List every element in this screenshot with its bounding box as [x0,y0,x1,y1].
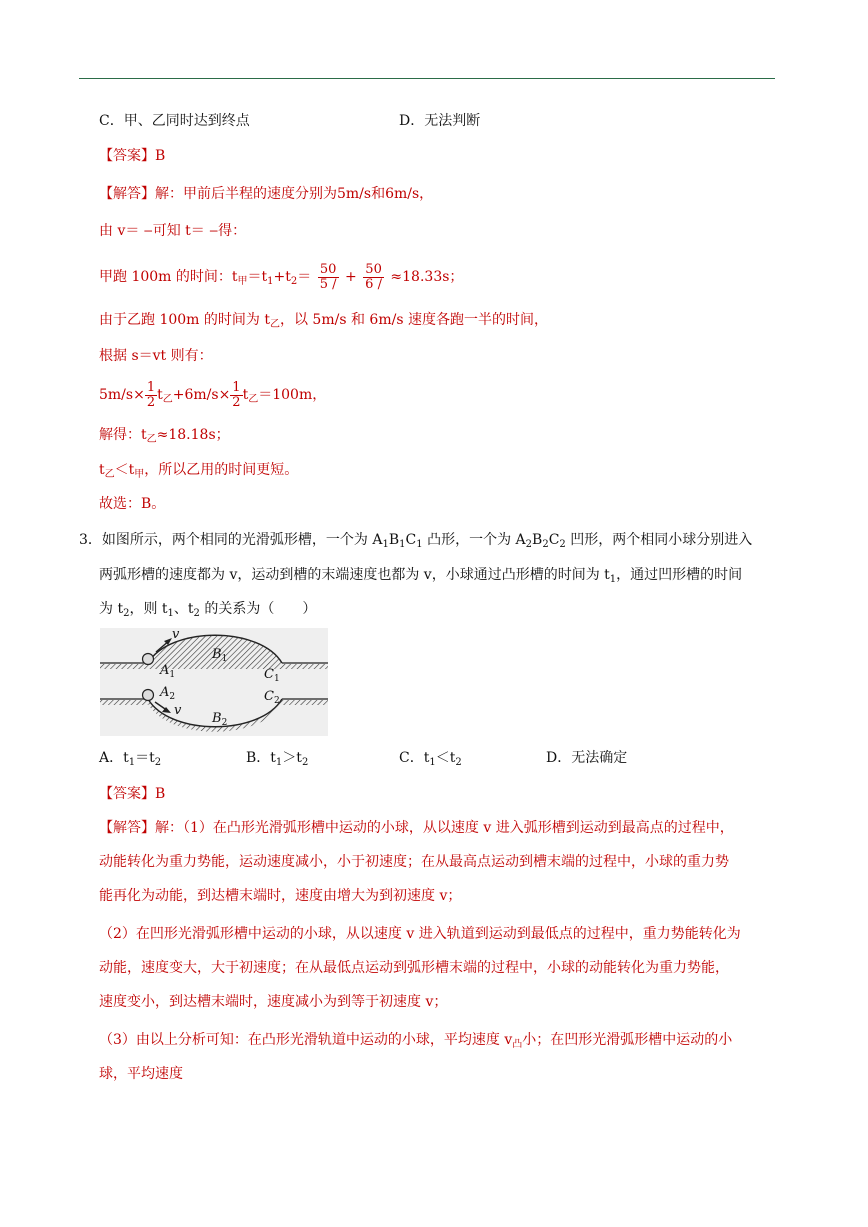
subscript: 甲 [237,276,248,287]
answer-value: B [155,148,166,164]
subscript: 2 [455,757,462,768]
label-a2-sub: 2 [169,692,176,702]
subscript: 乙 [248,394,259,405]
question-text: C [405,532,417,548]
formula-text: 甲跑 100m 的时间：t [99,269,238,285]
fraction-denominator: 6 / [365,276,382,292]
solution-text: 解：甲前后半程的速度分别为5m/s和6m/s， [155,186,434,202]
formula-text: +t [273,269,291,285]
solution-1-line-9: 故选：B。 [99,496,166,512]
label-c1-letter: C [264,667,274,682]
header-rule [79,78,775,79]
solution-1-line-5: 根据 s＝vt 则有： [99,348,213,364]
answer-1 [99,146,165,166]
solution-text: ，以 5m/s 和 6m/s 速度各跑一半的时间， [279,312,548,328]
solution-1-line-8 [99,460,298,480]
solution-tag: 【解答】 [99,820,155,836]
question-text: 的关系为（ ） [199,601,317,617]
fraction-numerator: 1 [146,379,156,395]
subscript: 2 [193,608,200,619]
subscript: 1 [416,539,423,550]
subscript: 甲 [134,469,145,480]
label-a1-sub: 1 [169,670,176,680]
answer-3 [99,784,165,804]
question-text: 凸形，一个为 A [422,532,526,548]
question-3-line-3 [99,599,316,619]
fraction-numerator: 50 [318,263,339,278]
subscript: 1 [399,539,406,550]
formula-text: t [157,387,163,403]
subscript: 1 [167,608,174,619]
solution-text: 由于乙跑 100m 的时间为 t [99,312,270,328]
label-b1-sub: 1 [221,654,228,664]
solution-3-p1-l1 [79,811,791,845]
subscript: 1 [429,757,436,768]
hatched-ground-bottom-left [100,700,148,705]
formula-result: ≈18.33s； [390,269,464,285]
formula-text: +6m/s× [172,387,231,403]
subscript: 乙 [146,434,157,445]
solution-1-line-2: 由 v＝ ‒可知 t＝ ‒得： [99,223,247,239]
ball-bottom [143,690,154,701]
solution-3-p1-l2: 动能转化为重力势能，运动速度减小，小于初速度；在从最高点运动到槽末端的过程中，小球的重力势 [99,854,729,870]
solution-text: 小；在凹形光滑弧形槽中运动的小 [522,1032,733,1048]
option-text: C．t [399,750,430,766]
label-b1-letter: B [212,647,222,662]
answer-tag: 【答案】 [99,148,155,164]
question-text: 、t [173,601,194,617]
option-d: D．无法判断 [399,113,481,129]
fraction-denominator: 5 / [319,276,337,292]
q3-option-a [99,748,161,768]
solution-1-line-4 [99,310,548,330]
subscript: 2 [542,539,549,550]
hatched-ground-top-right [282,664,328,669]
label-b2-sub: 2 [221,718,228,728]
solution-text: （3）由以上分析可知：在凸形光滑轨道中运动的小球，平均速度 v [99,1032,513,1048]
subscript: 1 [128,757,136,768]
question-text: 两弧形槽的速度都为 v，运动到槽的末端速度也都为 v，小球通过凸形槽的时间为 t [99,567,610,583]
solution-text: ，所以乙用的时间更短。 [144,462,299,478]
solution-3-p3-l1 [79,1023,791,1057]
label-b2-letter: B [212,711,222,726]
option-text: ＜t [435,750,456,766]
ball-top [143,654,154,665]
label-v-bottom: v [174,703,182,718]
solution-3 [79,811,791,1091]
question-text: 凹形，两个相同小球分别进入 [565,532,753,548]
formula-text: t [242,387,249,403]
solution-1-line-6 [99,380,326,410]
solution-1-line-7 [99,425,230,445]
label-c1-sub: 1 [273,674,280,684]
question-text: 如图所示，两个相同的光滑弧形槽，一个为 A [101,532,383,548]
label-c2-sub: 2 [273,696,280,706]
solution-text: ＜t [114,462,135,478]
formula-text: 5m/s× [99,387,145,403]
option-c: C．甲、乙同时达到终点 [99,113,250,129]
subscript: 1 [382,539,389,550]
plus-sign: + [344,269,357,285]
q3-option-c [399,748,462,768]
solution-text: t [99,462,105,478]
label-a2-letter: A [160,685,170,700]
fraction-numerator: 50 [363,263,384,278]
subscript: 2 [290,276,298,287]
question-text: B [388,532,400,548]
solution-3-p2-l2: 动能，速度变大，大于初速度；在从最低点运动到弧形槽末端的过程中，小球的动能转化为重力势能， [99,960,729,976]
solution-text: 解得：t [99,427,147,443]
question-number: 3． [79,532,102,548]
question-3-line-2 [99,565,742,585]
label-v-top: v [172,628,180,642]
subscript: 乙 [162,394,173,405]
option-text: ＝t [135,750,155,766]
label-c2-letter: C [264,689,274,704]
subscript: 1 [609,574,617,585]
solution-3-p2-l3: 速度变小，到达槽末端时，速度减小为到等于初速度 v； [99,994,448,1010]
fraction-denominator: 2 [232,394,241,410]
subscript: 2 [154,757,162,768]
subscript: 2 [559,539,566,550]
fraction [363,263,384,292]
label-a1-letter: A [160,663,170,678]
question-text: 为 t [99,601,124,617]
subscript: 2 [301,757,309,768]
option-text: A．t [99,750,129,766]
q3-option-d: D．无法确定 [546,750,628,766]
subscript: 2 [123,608,130,619]
subscript: 1 [275,757,283,768]
solution-1-line-3 [99,262,463,292]
q3-option-b [246,748,308,768]
option-text: ＞t [282,750,302,766]
arc-groove-figure [100,628,328,736]
solution-text: ≈18.18s； [156,427,230,443]
question-text: ，则 t [129,601,168,617]
option-text: B．t [246,750,276,766]
answer-tag: 【答案】 [99,786,155,802]
subscript: 乙 [104,469,115,480]
subscript: 1 [267,276,274,287]
hatched-ground-top-left [100,664,148,669]
fraction [145,381,157,410]
answer-value: B [155,786,166,802]
question-text: ，通过凹形槽的时间 [616,567,743,583]
solution-3-p1-l3: 能再化为动能，到达槽末端时，速度由增大为到初速度 v； [99,888,462,904]
fraction-denominator: 2 [146,394,156,410]
solution-1-line-1 [99,184,433,204]
fraction [318,263,339,292]
solution-tag: 【解答】 [99,186,155,202]
question-3-line-1 [79,530,752,550]
solution-3-p2-l1: （2）在凹形光滑弧形槽中运动的小球，从以速度 v 进入轨道到运动到最低点的过程中，重力势能转化为 [99,926,741,942]
fraction [230,381,242,410]
solution-3-p3-l2: 球，平均速度 [99,1066,183,1082]
formula-text: ＝100m， [258,387,327,403]
subscript: 乙 [269,319,280,330]
subscript: 2 [525,539,533,550]
subscript: 凸 [512,1039,523,1050]
fraction-numerator: 1 [232,379,241,395]
formula-text: ＝t [247,269,268,285]
question-text: B [532,532,543,548]
formula-text: ＝ [297,269,312,285]
question-text: C [548,532,560,548]
hatched-ground-bottom-right [282,700,328,705]
solution-text: 解：（1）在凸形光滑弧形槽中运动的小球，从以速度 v 进入弧形槽到运动到最高点的过程中， [155,820,734,836]
